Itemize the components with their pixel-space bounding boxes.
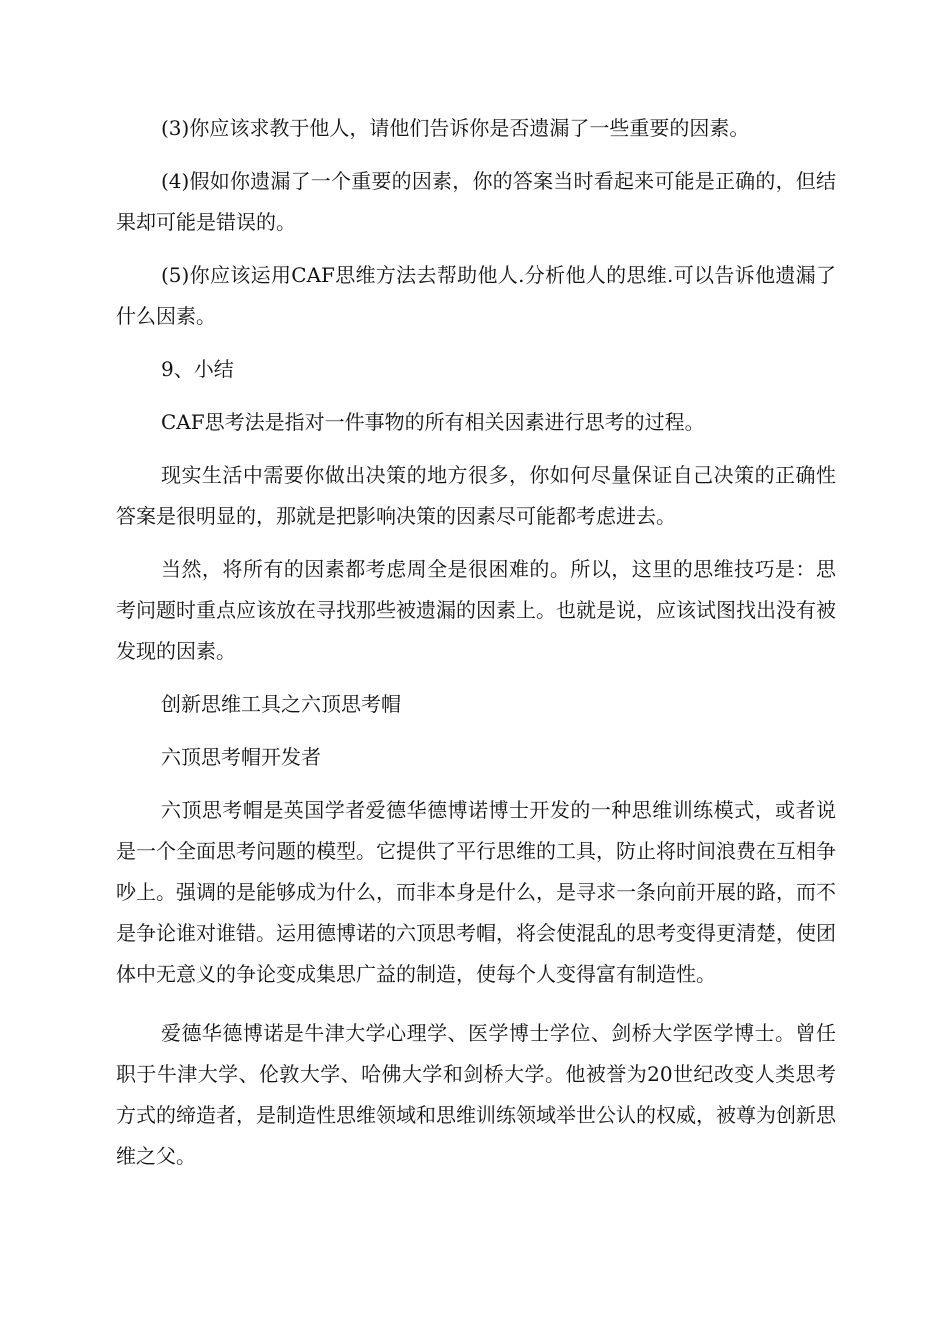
section-heading-developer: 六顶思考帽开发者 bbox=[161, 745, 321, 769]
paragraph-de-bono-bio: 爱德华德博诺是牛津大学心理学、医学博士学位、剑桥大学医学博士。曾任职于牛津大学、伦敦大学、哈佛大学和剑桥大学。他被誉为20世纪改变人类思考方式的缔造者，是制造性思维领域和思维训练领域举世公认的权威，被尊为创新思维之父。 bbox=[116, 1021, 836, 1168]
section-heading-six-hats: 创新思维工具之六顶思考帽 bbox=[161, 692, 401, 716]
paragraph-caf-definition: CAF思考法是指对一件事物的所有相关因素进行思考的过程。 bbox=[161, 410, 705, 434]
paragraph-step-3: (3)你应该求教于他人，请他们告诉你是否遗漏了一些重要的因素。 bbox=[161, 116, 750, 140]
paragraph-step-4: (4)假如你遗漏了一个重要的因素，你的答案当时看起来可能是正确的，但结果却可能是错误的。 bbox=[116, 169, 836, 234]
paragraph-thinking-skill: 当然，将所有的因素都考虑周全是很困难的。所以，这里的思维技巧是：思考问题时重点应该放在寻找那些被遗漏的因素上。也就是说，应该试图找出没有被发现的因素。 bbox=[116, 557, 836, 663]
document-page bbox=[116, 108, 836, 1189]
paragraph-six-hats-intro: 六顶思考帽是英国学者爱德华德博诺博士开发的一种思维训练模式，或者说是一个全面思考问题的模型。它提供了平行思维的工具，防止将时间浪费在互相争吵上。强调的是能够成为什么，而非本身是什么，是寻求一条向前开展的路，而不是争论谁对谁错。运用德博诺的六顶思考帽，将会使混乱的思考变得更清楚，使团体中无意义的争论变成集思广益的制造，使每个人变得富有制造性。 bbox=[116, 798, 836, 986]
paragraph-step-5: (5)你应该运用CAF思维方法去帮助他人.分析他人的思维.可以告诉他遗漏了什么因素。 bbox=[116, 263, 836, 328]
section-heading-summary: 9、小结 bbox=[161, 357, 234, 381]
paragraph-decisions: 现实生活中需要你做出决策的地方很多，你如何尽量保证自己决策的正确性答案是很明显的，那就是把影响决策的因素尽可能都考虑进去。 bbox=[116, 463, 836, 528]
